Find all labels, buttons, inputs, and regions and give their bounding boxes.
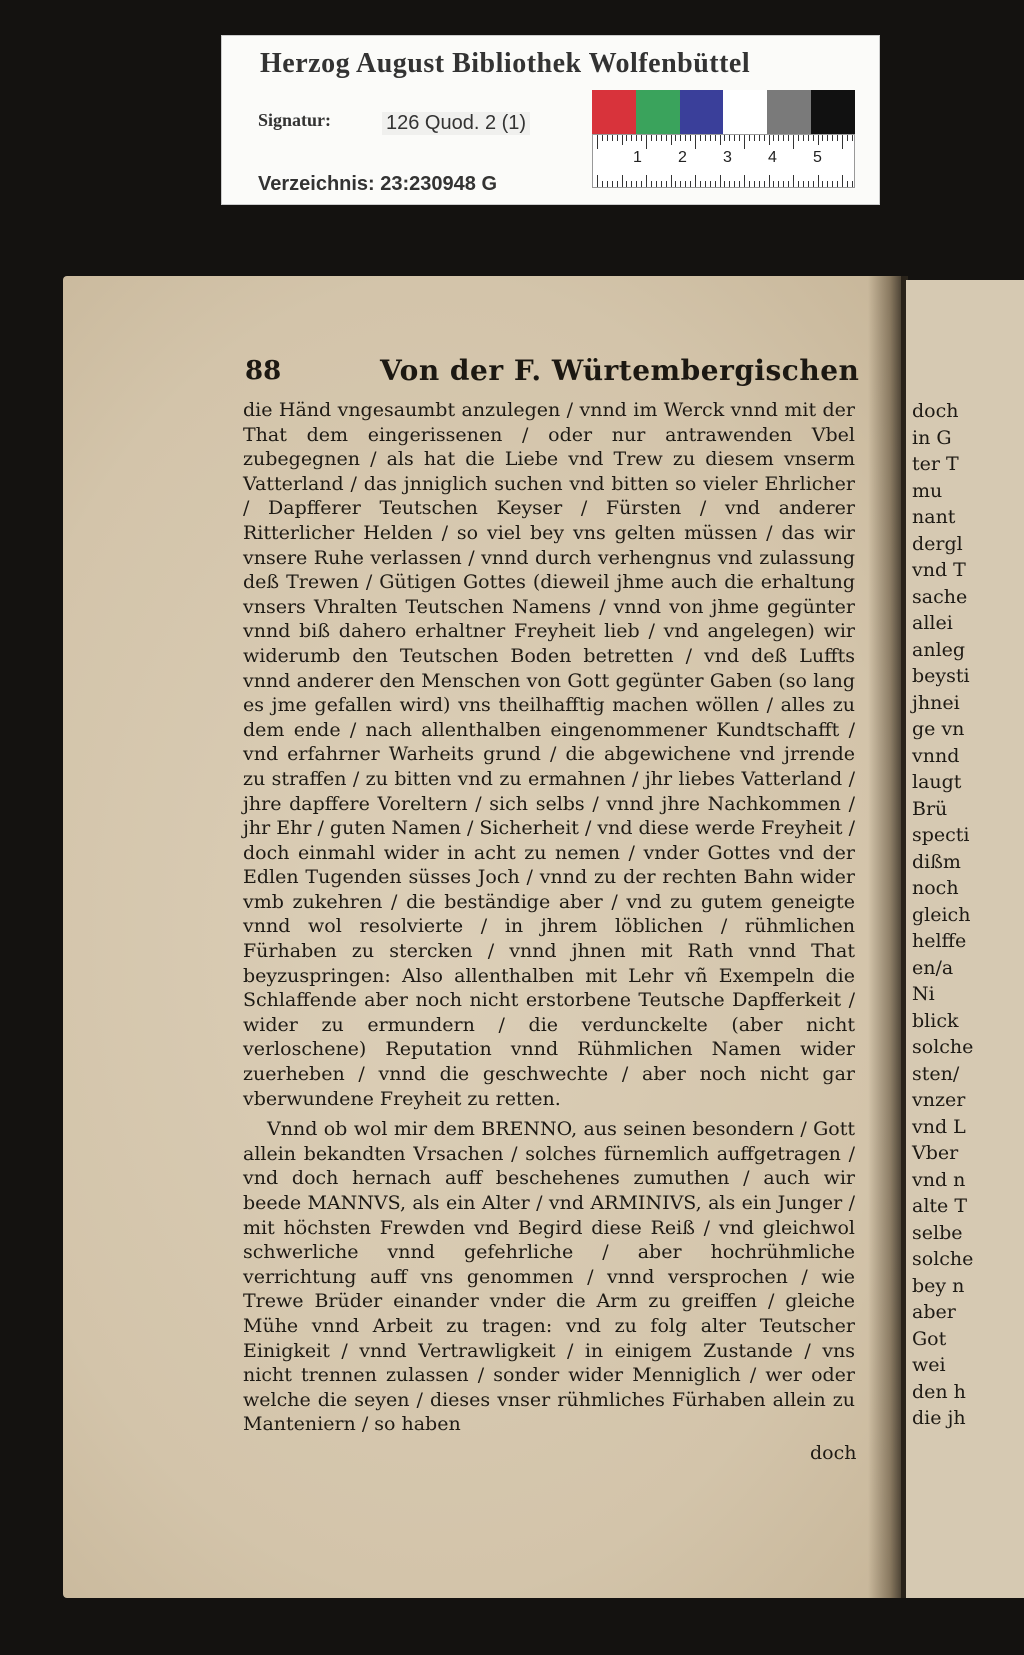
ruler-tick <box>695 135 696 149</box>
facing-page-line: en/a <box>912 956 954 979</box>
ruler-number: 4 <box>768 149 777 166</box>
color-swatch <box>680 90 724 134</box>
ruler-tick <box>646 175 647 187</box>
ruler-tick <box>680 135 681 141</box>
ruler-tick <box>617 135 618 141</box>
ruler-tick <box>680 181 681 187</box>
ruler-number: 1 <box>633 149 642 166</box>
ruler-tick <box>837 181 838 187</box>
facing-page-line: aber <box>912 1301 956 1323</box>
ruler-tick <box>798 181 799 187</box>
ruler-tick <box>661 135 662 141</box>
color-swatch <box>723 90 767 134</box>
ruler-tick <box>822 135 823 141</box>
ruler-tick <box>832 135 833 141</box>
verzeichnis: Verzeichnis: 23:230948 G <box>258 173 498 195</box>
ruler-tick <box>651 181 652 187</box>
ruler-tick <box>720 175 721 187</box>
ruler-tick <box>827 135 828 141</box>
ruler-tick <box>705 181 706 187</box>
ruler-tick <box>636 135 637 141</box>
ruler-tick <box>666 181 667 187</box>
facing-page-line: Brü <box>912 797 948 820</box>
ruler-tick <box>754 135 755 141</box>
ruler-tick <box>729 135 730 141</box>
signatur-value: 126 Quod. 2 (1) <box>382 112 530 135</box>
facing-page-line: vnd T <box>912 559 966 581</box>
facing-page-line: vnd L <box>912 1115 966 1138</box>
ruler-tick <box>847 135 848 141</box>
ruler-tick <box>842 135 843 149</box>
ruler-tick <box>808 181 809 187</box>
ruler-tick <box>813 135 814 141</box>
book-gutter <box>868 276 908 1598</box>
ruler-tick <box>773 181 774 187</box>
ruler-tick <box>744 135 745 149</box>
ruler-tick <box>744 175 745 187</box>
ruler-tick <box>695 175 696 187</box>
ruler-tick <box>690 135 691 141</box>
ruler-tick <box>778 181 779 187</box>
ruler-tick <box>715 181 716 187</box>
facing-page-line: jhnei <box>912 691 960 714</box>
facing-page-line: beysti <box>912 665 970 687</box>
ruler-tick <box>597 175 598 187</box>
ruler-tick <box>602 135 603 141</box>
ruler-tick <box>734 181 735 187</box>
ruler-tick <box>597 135 598 149</box>
ruler-tick <box>675 135 676 141</box>
ruler-tick <box>783 135 784 141</box>
ruler-tick <box>769 175 770 187</box>
library-label <box>222 36 879 204</box>
ruler-tick <box>690 181 691 187</box>
facing-page-line: nant <box>912 506 956 528</box>
ruler-tick <box>788 135 789 141</box>
facing-page-line: selbe <box>912 1221 963 1244</box>
facing-page-line: mu <box>912 479 943 502</box>
ruler-tick <box>734 135 735 141</box>
ruler-tick <box>764 135 765 141</box>
ruler-tick <box>622 175 623 187</box>
ruler-tick <box>661 181 662 187</box>
ruler-tick <box>656 135 657 141</box>
facing-page-line: vnd n <box>912 1168 966 1191</box>
ruler-tick <box>612 135 613 141</box>
paragraph: die Händ vngesaumbt anzulegen / vnnd im Werck vnnd mit der That dem eingerissenen / oder nur antrawenden Vbel zubegegnen / als hat die Liebe vnd Trew zu diesem vnserm Vatterland / das jnniglich suchen vnd bitten so vieler Ehrlicher / Dapfferer Teutschen Keyser / Fürsten / vnd anderer Ritterlicher Helden / so viel bey vns gelten müssen / das wir vnsere Ruhe verlassen / vnnd durch verhengnus vnd zulassung deß Trewen / Gütigen Gottes (dieweil jhme auch die erhaltung vnsers Vhralten Teutschen Namens / vnnd von jhme gegünter vnnd biß dahero erhaltner Freyheit lieb / vnd angelegen) wir widerumb den Teutschen Boden betretten / vnd deß Luffts vnnd anderer den Menschen von Gott gegünter Gaben (so lang es jme gefallen wird) vns theilhafftig machen wöllen / alles zu dem ende / nach allenthalben eingenommener Kundtschafft / vnd erfahrner Warheits grund / die abgewichene vnd jrrende zu straffen / zu bitten vnd zu ermahnen / jhr liebes Vatterland / jhre dapffere Voreltern / sich selbs / vnnd jhre Nachkommen / jhr Ehr / guten Namen / Sicherheit / vnd diese werde Freyheit / doch einmahl wider in acht zu nemen / vnder Gottes vnd der Edlen Tugenden süsses Joch / vnnd zu der rechten Bahn wider vmb zukehren / die beständige aber / vnd zu gutem geneigte vnnd wol resolvierte / in jhrem löblichen / rühmlichen Fürhaben zu stercken / vnnd jhnen mit Rath vnnd That beyzuspringen: Also allenthalben mit Lehr vñ Exempeln die Schlaffende aber noch nicht erstorbene Teutsche Dapfferkeit / wider zu ermundern / die verdunckelte (aber nicht verloschene) Reputation vnnd Rühmlichen Namen wider zuerheben / vnnd die geschwechte / aber noch nicht gar vberwundene Freyheit zu retten. <box>243 399 855 1110</box>
ruler-tick <box>852 135 853 141</box>
ruler-tick <box>724 181 725 187</box>
facing-page-line: bey n <box>912 1274 965 1297</box>
ruler-tick <box>671 175 672 187</box>
ruler-tick <box>675 181 676 187</box>
ruler-tick <box>631 135 632 141</box>
color-swatch <box>811 90 855 134</box>
facing-page-line: ge vn <box>912 718 965 740</box>
ruler-tick <box>759 181 760 187</box>
ruler-tick <box>700 135 701 141</box>
ruler-tick <box>808 135 809 141</box>
color-swatch <box>767 90 811 134</box>
ruler-tick <box>631 181 632 187</box>
ruler-tick <box>656 181 657 187</box>
ruler-tick <box>646 135 647 149</box>
color-swatch <box>636 90 680 134</box>
ruler-tick <box>818 135 819 145</box>
facing-page-line: gleich <box>912 903 971 926</box>
ruler-tick <box>607 181 608 187</box>
facing-page-line: sten/ <box>912 1062 960 1085</box>
facing-page-line: vnzer <box>912 1089 966 1111</box>
ruler-tick <box>705 135 706 141</box>
paragraph: Vnnd ob wol mir dem BRENNO, aus seinen besondern / Gott allein bekandten Vrsachen / solches fürnemlich auffgetragen / vnd doch hernach auff beschehenes zumuthen / auch wir beede MANNVS, als ein Alter / vnd ARMINIVS, als ein Junger / mit höchsten Frewden vnd Begird diese Reiß / vnd gleichwol schwerliche vnnd gefehrliche / aber hochrühmliche verrichtung auff vns genommen / vnnd versprochen / wie Trewe Brüder einander vnder die Arm zu greiffen / gleiche Mühe vnnd Arbeit zu tragen: vnd zu folg alter Teutscher Einigkeit / vnnd Vertrawligkeit / in einigem Zustande / vns nicht trennen zulassen / sonder wider Menniglich / wer oder welche die seyen / dieses vnser rühmliches Fürhaben allein zu Manteniern / so haben <box>243 1118 855 1436</box>
ruler-tick <box>852 181 853 187</box>
ruler-tick <box>685 181 686 187</box>
ruler-tick <box>622 135 623 145</box>
ruler-tick <box>793 175 794 187</box>
facing-page-line: laugt <box>912 771 962 793</box>
ruler-tick <box>827 181 828 187</box>
facing-page-line: solche <box>912 1036 974 1058</box>
ruler-tick <box>715 135 716 141</box>
ruler-tick <box>842 175 843 187</box>
ruler-tick <box>641 135 642 141</box>
signatur-label: Signatur: <box>258 110 332 130</box>
facing-page-line: blick <box>912 1009 959 1032</box>
facing-page-line: sache <box>912 585 968 608</box>
facing-page-line: alte T <box>912 1195 967 1217</box>
ruler-tick <box>754 181 755 187</box>
facing-page-line: vnnd <box>912 744 960 767</box>
ruler-tick <box>739 181 740 187</box>
ruler-tick <box>666 135 667 141</box>
scale-ruler <box>592 134 855 188</box>
ruler-tick <box>739 135 740 141</box>
facing-page-line: doch <box>912 400 959 422</box>
color-calibration-swatches <box>592 90 855 134</box>
ruler-tick <box>685 135 686 141</box>
ruler-tick <box>612 181 613 187</box>
facing-page-line: anleg <box>912 638 966 661</box>
facing-page-line: specti <box>912 824 970 846</box>
ruler-tick <box>626 181 627 187</box>
ruler-tick <box>671 135 672 145</box>
ruler-tick <box>724 135 725 141</box>
facing-page-line: Got <box>912 1327 947 1350</box>
ruler-tick <box>720 135 721 145</box>
ruler-tick <box>607 135 608 141</box>
ruler-tick <box>764 181 765 187</box>
ruler-tick <box>847 181 848 187</box>
facing-page-line: dißm <box>912 850 961 873</box>
ruler-tick <box>641 181 642 187</box>
ruler-number: 5 <box>813 149 822 166</box>
ruler-number: 3 <box>723 149 732 166</box>
ruler-tick <box>793 135 794 149</box>
ruler-tick <box>769 135 770 145</box>
ruler-tick <box>749 181 750 187</box>
ruler-tick <box>700 181 701 187</box>
ruler-tick <box>651 135 652 141</box>
ruler-tick <box>710 181 711 187</box>
facing-page-line: den h <box>912 1380 966 1403</box>
ruler-tick <box>813 181 814 187</box>
running-title: Von der F. Würtembergischen <box>380 354 860 387</box>
color-swatch <box>592 90 636 134</box>
ruler-tick <box>822 181 823 187</box>
ruler-tick <box>832 181 833 187</box>
ruler-tick <box>759 135 760 141</box>
ruler-tick <box>749 135 750 141</box>
facing-page-line: allei <box>912 612 953 634</box>
ruler-tick <box>818 175 819 187</box>
ruler-tick <box>803 135 804 141</box>
ruler-tick <box>602 181 603 187</box>
facing-page-line: Vber <box>912 1142 959 1164</box>
facing-page-line: die jh <box>912 1407 966 1429</box>
page-body <box>243 398 855 1437</box>
catchword: doch <box>810 1442 857 1464</box>
ruler-tick <box>773 135 774 141</box>
ruler-tick <box>729 181 730 187</box>
ruler-tick <box>803 181 804 187</box>
ruler-tick <box>788 181 789 187</box>
ruler-tick <box>837 135 838 141</box>
ruler-tick <box>710 135 711 141</box>
ruler-tick <box>617 181 618 187</box>
facing-page-line: in G <box>912 426 952 449</box>
facing-page-text <box>912 398 1024 1432</box>
library-name: Herzog August Bibliothek Wolfenbüttel <box>260 48 751 79</box>
facing-page-line: Ni <box>912 983 935 1005</box>
right-page-fragment <box>906 280 1024 1598</box>
ruler-tick <box>798 135 799 141</box>
ruler-tick <box>778 135 779 141</box>
ruler-tick <box>636 181 637 187</box>
facing-page-line: noch <box>912 877 959 899</box>
facing-page-line: helffe <box>912 930 967 952</box>
page-number: 88 <box>245 356 282 386</box>
ruler-tick <box>626 135 627 141</box>
facing-page-line: solche <box>912 1248 974 1270</box>
ruler-tick <box>783 181 784 187</box>
facing-page-line: dergl <box>912 532 963 555</box>
facing-page-line: ter T <box>912 453 959 475</box>
facing-page-line: wei <box>912 1354 946 1376</box>
ruler-number: 2 <box>678 149 687 166</box>
